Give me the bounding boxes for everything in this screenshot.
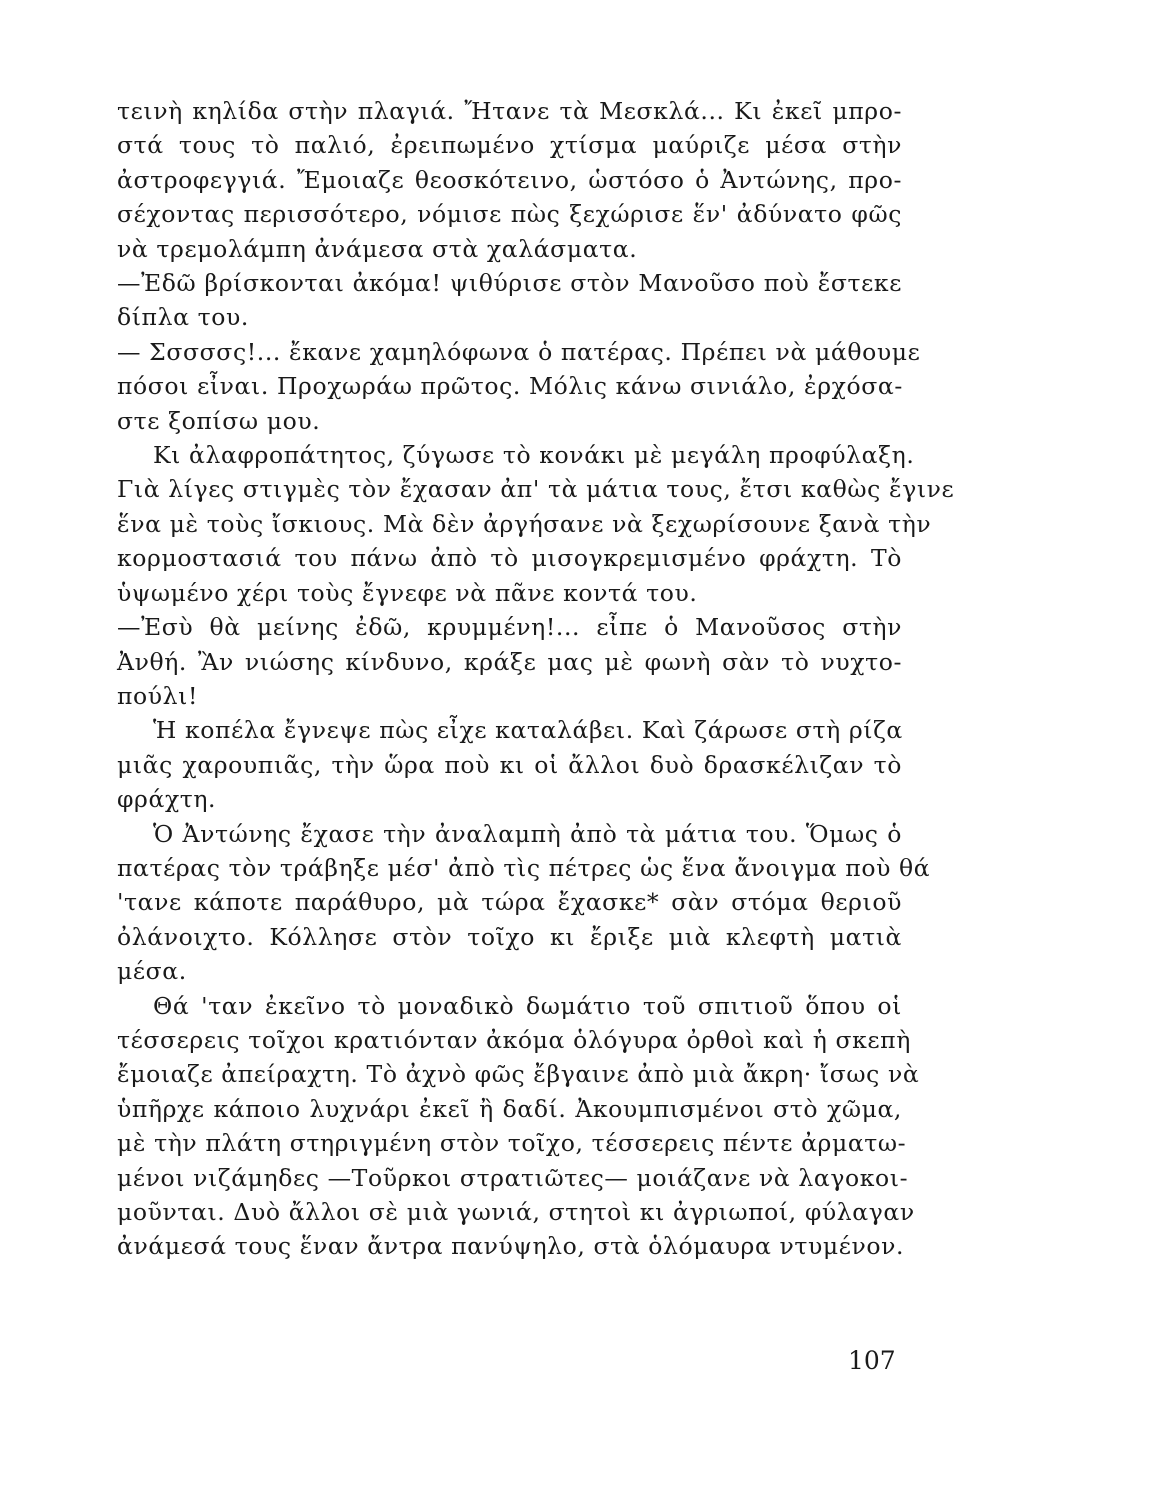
text-line: ἀστροφεγγιά. Ἔμοιαζε θεοσκότεινο, ὡστόσο ὁ Ἀντώνης, προ- bbox=[117, 165, 902, 194]
text-line: πατέρας τὸν τράβηξε μέσ' ἀπὸ τὶς πέτρες ὡς ἕνα ἄνοιγμα ποὺ θά bbox=[117, 853, 931, 882]
text-line: στά τους τὸ παλιό, ἐρειπωμένο χτίσμα μαύριζε μέσα στὴν bbox=[117, 131, 902, 160]
text-line: μένοι νιζάμηδες —Τοῦρκοι στρατιῶτες— μοιάζανε νὰ λαγοκοι- bbox=[117, 1163, 909, 1192]
text-line: νὰ τρεμολάμπη ἀνάμεσα στὰ χαλάσματα. bbox=[117, 234, 638, 263]
text-line: πόσοι εἶναι. Προχωράω πρῶτος. Μόλις κάνω σινιάλο, ἐρχόσα- bbox=[117, 372, 903, 401]
text-line: Γιὰ λίγες στιγμὲς τὸν ἔχασαν ἀπ' τὰ μάτια τους, ἔτσι καθὼς ἔγινε bbox=[117, 475, 955, 504]
text-line: —Ἐσὺ θὰ μείνης ἐδῶ, κρυμμένη!... εἶπε ὁ Μανοῦσος στὴν bbox=[117, 613, 902, 642]
text-line: Ὁ Ἀντώνης ἔχασε τὴν ἀναλαμπὴ ἀπὸ τὰ μάτια του. Ὅμως ὁ bbox=[153, 819, 902, 848]
text-line: Κι ἀλαφροπάτητος, ζύγωσε τὸ κονάκι μὲ μεγάλη προφύλαξη. bbox=[153, 441, 915, 470]
text-line: —Ἐδῶ βρίσκονται ἀκόμα! ψιθύρισε στὸν Μανοῦσο ποὺ ἔστεκε bbox=[117, 269, 902, 298]
text-line: Ἡ κοπέλα ἔγνεψε πὼς εἶχε καταλάβει. Καὶ ζάρωσε στὴ ρίζα bbox=[153, 716, 903, 745]
text-line: ἀνάμεσά τους ἕναν ἄντρα πανύψηλο, στὰ ὁλόμαυρα ντυμένον. bbox=[117, 1232, 905, 1261]
text-line: τέσσερεις τοῖχοι κρατιόνταν ἀκόμα ὁλόγυρα ὀρθοὶ καὶ ἡ σκεπὴ bbox=[117, 1025, 911, 1054]
text-line: μοῦνται. Δυὸ ἄλλοι σὲ μιὰ γωνιά, στητοὶ κι ἀγριωποί, φύλαγαν bbox=[117, 1198, 915, 1226]
text-line: τεινὴ κηλίδα στὴν πλαγιά. Ἤτανε τὰ Μεσκλά... Κι ἐκεῖ μπρο- bbox=[117, 97, 902, 125]
text-line: ὑπῆρχε κάποιο λυχνάρι ἐκεῖ ἢ δαδί. Ἀκουμπισμένοι στὸ χῶμα, bbox=[117, 1094, 902, 1123]
text-line: 'τανε κάποτε παράθυρο, μὰ τώρα ἔχασκε* σὰν στόμα θεριοῦ bbox=[117, 888, 902, 917]
text-line: φράχτη. bbox=[117, 785, 217, 814]
text-line: δίπλα του. bbox=[117, 303, 249, 332]
page-number: 107 bbox=[848, 1346, 896, 1375]
text-line: ἔμοιαζε ἀπείραχτη. Τὸ ἀχνὸ φῶς ἔβγαινε ἀπὸ μιὰ ἄκρη· ἴσως νὰ bbox=[117, 1060, 920, 1089]
text-line: ἕνα μὲ τοὺς ἴσκιους. Μὰ δὲν ἀργήσανε νὰ ξεχωρίσουνε ξανὰ τὴν bbox=[117, 509, 932, 538]
text-line: Ἀνθή. Ἂν νιώσης κίνδυνο, κράξε μας μὲ φωνὴ σὰν τὸ νυχτο- bbox=[117, 647, 902, 676]
text-line: Θά 'ταν ἐκεῖνο τὸ μοναδικὸ δωμάτιο τοῦ σπιτιοῦ ὅπου οἱ bbox=[153, 991, 902, 1020]
text-line: — Σσσσσς!... ἔκανε χαμηλόφωνα ὁ πατέρας. Πρέπει νὰ μάθουμε bbox=[117, 337, 921, 366]
text-line: μὲ τὴν πλάτη στηριγμένη στὸν τοῖχο, τέσσερεις πέντε ἀρματω- bbox=[117, 1129, 907, 1158]
text-line: μέσα. bbox=[117, 957, 187, 986]
text-line: ὑψωμένο χέρι τοὺς ἔγνεφε νὰ πᾶνε κοντά του. bbox=[117, 578, 698, 607]
text-line: πούλι! bbox=[117, 681, 199, 710]
text-line: στε ξοπίσω μου. bbox=[117, 406, 321, 435]
text-line: κορμοστασιά του πάνω ἀπὸ τὸ μισογκρεμισμένο φράχτη. Τὸ bbox=[117, 544, 902, 573]
body-text bbox=[117, 94, 955, 1264]
text-line: μιᾶς χαρουπιᾶς, τὴν ὥρα ποὺ κι οἱ ἄλλοι δυὸ δρασκέλιζαν τὸ bbox=[117, 750, 902, 779]
text-line: σέχοντας περισσότερο, νόμισε πὼς ξεχώρισε ἕν' ἀδύνατο φῶς bbox=[117, 200, 902, 229]
text-line: ὀλάνοιχτο. Κόλλησε στὸν τοῖχο κι ἔριξε μιὰ κλεφτὴ ματιὰ bbox=[117, 922, 902, 951]
